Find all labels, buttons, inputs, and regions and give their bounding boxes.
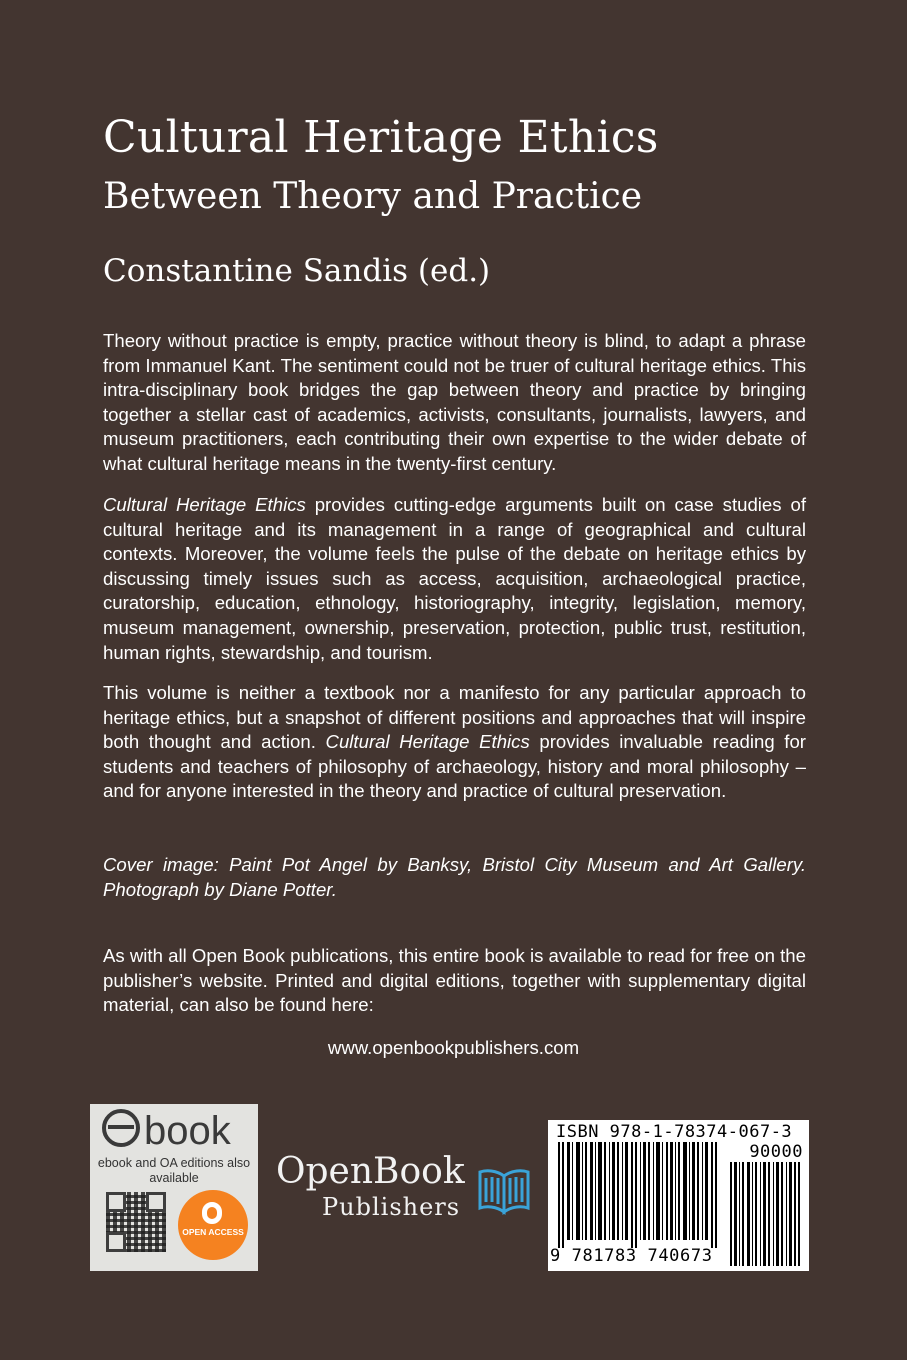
publisher-url[interactable]: www.openbookpublishers.com [327, 1037, 580, 1058]
blurb-paragraph-1: Theory without practice is empty, practice without theory is blind, to adapt a phrase from Immanuel Kant. The sentiment could not be truer of cultural heritage ethics. This intra-disciplinary book bridges the gap between theory and practice by bringing together a stellar cast of academics, activists, consultants, journalists, lawyers, and museum practitioners, each contributing their own expertise to the wider debate of what cultural heritage means in the twenty-first century. [103, 330, 806, 474]
open-book-icon [476, 1162, 532, 1218]
ebook-logo [102, 1108, 231, 1154]
ebook-e-icon [102, 1109, 140, 1147]
cover-image-credit: Cover image: Paint Pot Angel by Banksy, Bristol City Museum and Art Gallery. Photograph by Diane Potter. [103, 854, 806, 900]
barcode-bars-icon [554, 1142, 720, 1248]
price-barcode-bars-icon [730, 1162, 802, 1266]
ean-digits: 9 781783 740673 [550, 1246, 713, 1266]
isbn-text: ISBN 978-1-78374-067-3 [556, 1122, 793, 1142]
editor-name: Constantine Sandis (ed.) [103, 253, 491, 289]
blurb-paragraph-2 [103, 493, 806, 665]
blurb-paragraph-2-text: provides cutting-edge arguments built on case studies of cultural heritage and its management in a range of geographical and cultural contexts. Moreover, the volume feels the pulse of the debate on heritage ethics by discussing timely issues such as access, acquisition, archaeological practice, curatorship, education, ethnology, historiography, integrity, legislation, memory, museum management, ownership, preservation, protection, public trust, restitution, human rights, stewardship, and tourism. [103, 494, 806, 663]
publisher-logo [276, 1150, 536, 1230]
isbn-barcode [548, 1120, 809, 1271]
ebook-note: ebook and OA editions also available [97, 1156, 251, 1185]
open-access-icon [178, 1190, 248, 1260]
qr-code-icon[interactable] [106, 1192, 166, 1252]
ebook-badge [90, 1104, 258, 1271]
open-access-label: OPEN ACCESS [182, 1227, 244, 1237]
book-title-italic: Cultural Heritage Ethics [103, 494, 306, 515]
blurb-paragraph-3-start: This volume is neither a textbook nor a manifesto for any particular approach to heritage ethics, but a snapshot of different positions and approaches that will inspire both thought and action. [103, 682, 806, 753]
book-title: Cultural Heritage Ethics [103, 112, 659, 163]
price-code: 90000 [749, 1142, 803, 1162]
publisher-name: OpenBook [276, 1151, 465, 1192]
book-title-italic: Cultural Heritage Ethics [325, 731, 530, 753]
blurb-paragraph-3-end: provides invaluable reading for students and teachers of philosophy of archaeology, history and moral philosophy – and for anyone interested in the theory and practice of cultural preservation. [103, 731, 806, 802]
ebook-logo-text: book [144, 1109, 231, 1153]
blurb-paragraph-3 [103, 681, 806, 804]
publisher-sub: Publishers [322, 1193, 461, 1221]
book-subtitle: Between Theory and Practice [103, 176, 643, 217]
open-access-statement: As with all Open Book publications, this entire book is available to read for free on the publisher’s website. Printed and digital editions, together with supplementary digital material, can also be found here: [103, 945, 806, 1016]
